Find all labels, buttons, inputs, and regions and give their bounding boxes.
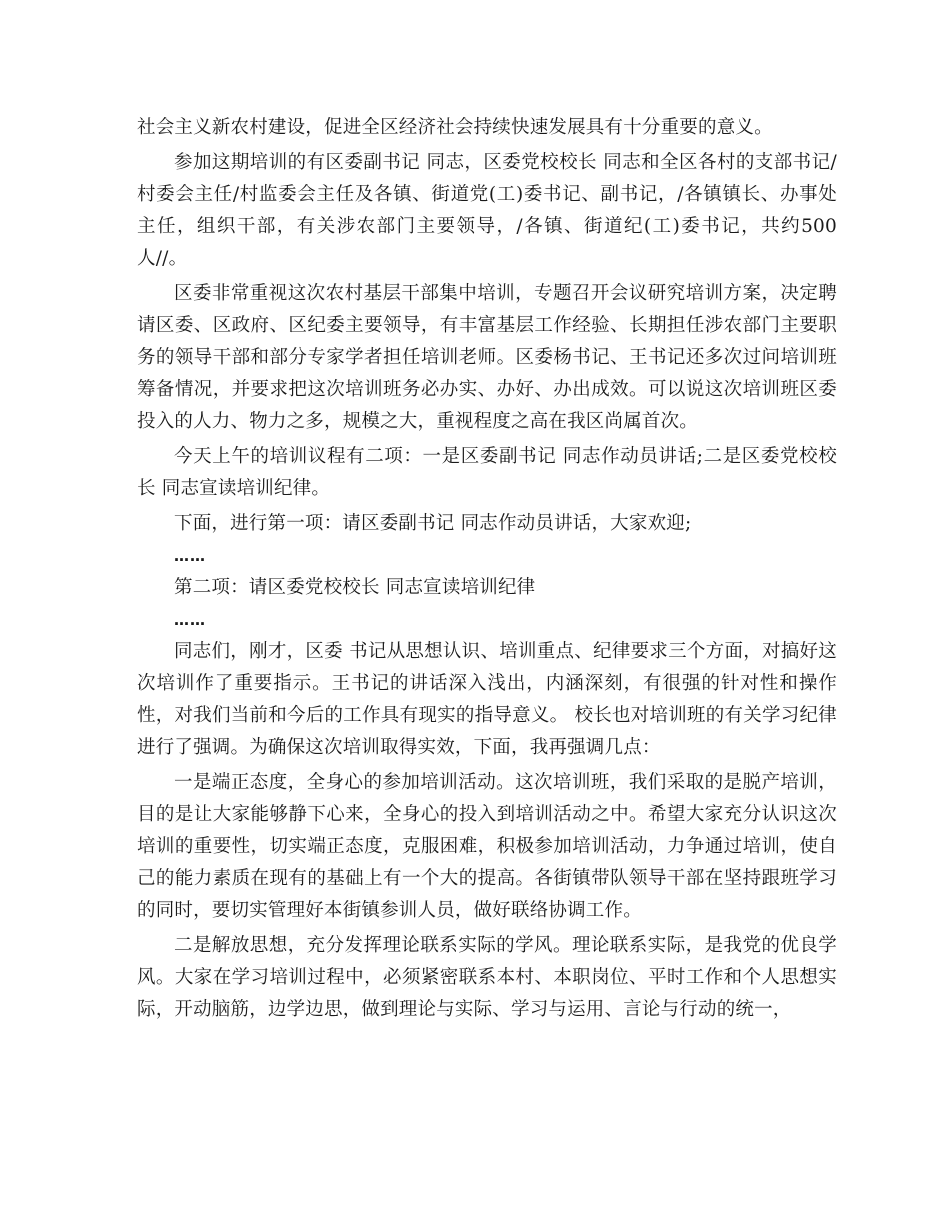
ellipsis-2: …… — [174, 611, 206, 629]
paragraph-4: 今天上午的培训议程有二项：一是区委副书记 同志作动员讲话;二是区委党校校长 同志宣读培训纪律。 — [137, 446, 837, 499]
paragraph-6: 第二项：请区委党校校长 同志宣读培训纪律 — [174, 577, 536, 598]
paragraph-1: 社会主义新农村建设，促进全区经济社会持续快速发展具有十分重要的意义。 — [137, 117, 773, 138]
paragraph-5: 下面，进行第一项：请区委副书记 同志作动员讲话，大家欢迎; — [174, 513, 692, 534]
ellipsis-1: …… — [174, 547, 206, 565]
paragraph-7: 同志们，刚才，区委 书记从思想认识、培训重点、纪律要求三个方面，对搞好这次培训作了重要指示。王书记的讲话深入浅出，内涵深刻，有很强的针对性和操作性，对我们当前和今后的工作具有现实的指导意义。 校长也对培训班的有关学习纪律进行了强调。为确保这次培训取得实效，下面，我再强调几点： — [137, 641, 837, 758]
paragraph-3: 区委非常重视这次农村基层干部集中培训，专题召开会议研究培训方案，决定聘请区委、区政府、区纪委主要领导，有丰富基层工作经验、长期担任涉农部门主要职务的领导干部和部分专家学者担任培训老师。区委杨书记、王书记还多次过问培训班筹备情况，并要求把这次培训班务必办实、办好、办出成效。可以说这次培训班区委投入的人力、物力之多，规模之大，重视程度之高在我区尚属首次。 — [137, 283, 837, 432]
paragraph-8: 一是端正态度，全身心的参加培训活动。这次培训班，我们采取的是脱产培训，目的是让大家能够静下心来，全身心的投入到培训活动之中。希望大家充分认识这次培训的重要性，切实端正态度，克服困难，积极参加培训活动，力争通过培训，使自己的能力素质在现有的基础上有一个大的提高。各街镇带队领导干部在坚持跟班学习的同时，要切实管理好本街镇参训人员，做好联络协调工作。 — [137, 772, 837, 921]
document-body — [137, 112, 837, 1029]
paragraph-9: 二是解放思想，充分发挥理论联系实际的学风。理论联系实际，是我党的优良学风。大家在学习培训过程中，必须紧密联系本村、本职岗位、平时工作和个人思想实际，开动脑筋，边学边思，做到理论与实际、学习与运用、言论与行动的统一， — [137, 935, 837, 1020]
paragraph-2: 参加这期培训的有区委副书记 同志，区委党校校长 同志和全区各村的支部书记/村委会主任/村监委会主任及各镇、街道党(工)委书记、副书记，/各镇镇长、办事处主任，组织干部，有关涉农部门主要领导，/各镇、街道纪(工)委书记，共约500人//。 — [137, 152, 837, 269]
